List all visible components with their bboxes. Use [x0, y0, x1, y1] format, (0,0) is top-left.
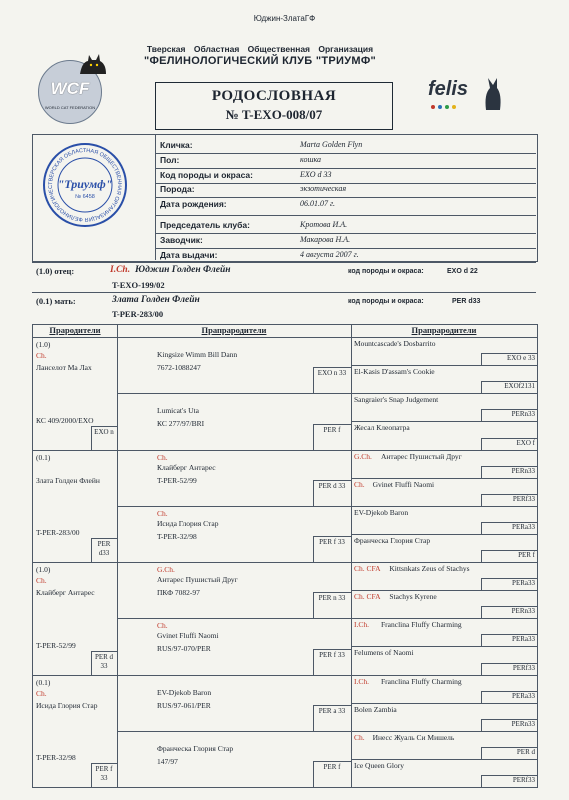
- seal-center-text: "Триумф": [57, 177, 113, 191]
- ancestor-name: Stachys Kyrene: [389, 592, 437, 602]
- code-box-left: [481, 409, 482, 421]
- grandparent-name: Клайберг Антарес: [36, 588, 95, 597]
- grid-half-divider: [117, 506, 537, 507]
- wcf-logo-subtext: WORLD CAT FEDERATION: [44, 105, 96, 110]
- felis-cat-icon: [482, 76, 504, 110]
- code-box-top: [313, 649, 351, 650]
- ancestor-name: Франческа Глория Стар: [157, 743, 234, 753]
- code-box-left: [481, 381, 482, 393]
- grid-half-divider: [117, 393, 537, 394]
- grid-header: Прапрародители: [201, 325, 267, 335]
- ancestor-title: G.Ch.: [354, 451, 372, 461]
- code-box-top: [313, 367, 351, 368]
- wcf-logo-text: WCF: [50, 79, 90, 98]
- grid-block-divider: [33, 450, 537, 451]
- mother-label: (0.1) мать:: [36, 296, 76, 306]
- ancestor-title: Ch.: [354, 732, 365, 742]
- grandparent-sex: (1.0): [36, 565, 51, 574]
- code-box-left: [481, 719, 482, 731]
- info-value: Marta Golden Flyn: [300, 140, 363, 149]
- ancestor-name: El-Kasis D'assam's Cookie: [354, 367, 435, 377]
- grandparent-reg: T-PER-52/99: [36, 640, 76, 650]
- code-box-top: [91, 651, 117, 652]
- ancestor-code: PER a 33: [318, 706, 346, 715]
- grid-half-divider: [117, 731, 537, 732]
- ancestor-code: PERf33: [512, 776, 535, 784]
- ancestor-reg: 7672-1088247: [157, 363, 201, 372]
- info-value: Кротова И.А.: [300, 220, 348, 229]
- ancestor-code: PERn33: [511, 466, 535, 475]
- grid-row-divider: [351, 590, 537, 591]
- code-box-top: [91, 538, 117, 539]
- pedigree-grid: [32, 324, 538, 788]
- ancestor-title: I.Ch.: [354, 676, 369, 686]
- code-box-top: [313, 592, 351, 593]
- mother-name: Злата Голден Флейн: [112, 295, 200, 305]
- ancestor-code: EXOf2131: [504, 382, 535, 391]
- ancestor-code: PER n 33: [318, 594, 346, 603]
- ancestor-code: PERf33: [512, 663, 535, 672]
- grandparent-title: Ch.: [36, 576, 47, 585]
- seal-sub-text: № 6458: [75, 194, 95, 200]
- ancestor-code: PERa33: [512, 522, 535, 531]
- felis-dots-icon: [430, 104, 470, 110]
- code-box-left: [481, 691, 482, 703]
- grandparent-code: PER d33: [97, 540, 111, 557]
- grandparent-code: EXO n: [94, 427, 114, 436]
- father-name: Юджин Голден Флейн: [135, 265, 231, 275]
- code-box-top: [91, 763, 117, 764]
- mother-code: PER d33: [452, 298, 481, 305]
- ancestor-code: PERf33: [512, 494, 535, 503]
- club-name: "ФЕЛИНОЛОГИЧЕСКИЙ КЛУБ "ТРИУМФ": [143, 55, 377, 67]
- ancestor-name: Mountcascade's Dosbarrito: [354, 339, 436, 348]
- ancestor-name: Kittsnkats Zeus of Stachys: [389, 564, 470, 573]
- club-seal-icon: [42, 142, 128, 228]
- grid-row-divider: [351, 703, 537, 704]
- code-box-top: [313, 424, 351, 425]
- ancestor-name: EV-Djekob Baron: [157, 687, 212, 697]
- grid-header: Прапрародители: [411, 325, 477, 335]
- ancestor-name: Felumens of Naomi: [354, 648, 414, 658]
- club-organization: Тверская Областная Общественная Организация: [146, 44, 374, 54]
- grandparent-reg: T-PER-32/98: [36, 753, 76, 762]
- info-value: 06.01.07 г.: [300, 199, 336, 209]
- ancestor-code: EXO e 33: [507, 354, 535, 363]
- ancestor-code: PERa33: [512, 635, 535, 644]
- code-box-left: [481, 353, 482, 365]
- info-row-divider: [155, 153, 536, 154]
- grandparent-sex: (1.0): [36, 340, 51, 349]
- code-box-left: [481, 606, 482, 618]
- ancestor-code: PERn33: [511, 719, 535, 728]
- info-label: Порода:: [160, 184, 195, 195]
- father-code: EXO d 22: [447, 268, 478, 275]
- ancestor-reg: T-PER-52/99: [157, 475, 197, 485]
- father-title: I.Ch.: [110, 265, 131, 275]
- ancestor-code: PER f: [518, 551, 535, 559]
- ancestor-name: Gvinet Fluffi Naomi: [372, 479, 435, 489]
- father-code-label: код породы и окраса:: [348, 268, 424, 275]
- grid-row-divider: [351, 646, 537, 647]
- info-label: Дата выдачи:: [160, 249, 218, 260]
- ancestor-name: Franclina Fluffy Charming: [381, 676, 462, 686]
- ancestor-code: PER d 33: [318, 481, 346, 490]
- father-reg: T-EXO-199/02: [112, 280, 165, 290]
- seal-ring-text: ТВЕРСКАЯ ОБЛАСТНАЯ ОБЩЕСТВЕННАЯ ОРГАНИЗАЦИЯ ФЕЛИНОЛОГИЧЕС: [47, 147, 123, 223]
- ancestor-reg: КС 277/97/BRI: [157, 419, 205, 429]
- grid-row-divider: [351, 365, 537, 366]
- ancestor-code: PER f 33: [319, 650, 345, 659]
- ancestor-name: Антарес Пушистый Друг: [381, 451, 462, 461]
- info-value: 4 августа 2007 г.: [300, 249, 359, 259]
- grandparent-sex: (0.1): [36, 452, 51, 462]
- info-label: Заводчик:: [160, 234, 203, 245]
- info-label: Председатель клуба:: [160, 220, 250, 230]
- mother-reg: T-PER-283/00: [112, 309, 164, 319]
- code-box-top: [313, 480, 351, 481]
- grid-row-divider: [351, 759, 537, 760]
- ancestor-reg: 147/97: [157, 756, 178, 766]
- ancestor-title: Ch.: [157, 452, 168, 462]
- ancestor-title: Ch. CFA: [354, 592, 381, 602]
- code-box-top: [91, 426, 117, 427]
- grid-row-divider: [351, 421, 537, 422]
- code-box-left: [481, 634, 482, 646]
- info-row-divider: [155, 215, 536, 216]
- ancestor-name: Gvinet Fluffi Naomi: [157, 631, 219, 641]
- ancestor-reg: RUS/97-070/PER: [157, 644, 211, 654]
- grandparent-sex: (0.1): [36, 677, 51, 687]
- ancestor-name: EV-Djekob Baron: [354, 507, 409, 517]
- father-label: (1.0) отец:: [36, 266, 75, 276]
- ancestor-title: Ch.: [157, 508, 168, 518]
- info-value: экзотическая: [300, 184, 347, 194]
- grid-block-divider: [33, 675, 537, 676]
- ancestor-title: I.Ch.: [354, 620, 369, 630]
- code-box-left: [481, 550, 482, 562]
- grandparent-reg: КС 409/2000/EXO: [36, 415, 94, 425]
- title-box: [155, 82, 393, 130]
- ancestor-name: Антарес Пушистый Друг: [157, 575, 238, 584]
- felis-logo: [420, 72, 508, 118]
- ancestor-name: Bolen Zambia: [354, 704, 397, 714]
- ancestor-title: Ch.: [157, 621, 168, 631]
- ancestor-reg: RUS/97-061/PER: [157, 700, 211, 710]
- code-box-top: [313, 705, 351, 706]
- grid-header-divider: [33, 337, 537, 338]
- ancestor-name: Kingsize Wimm Bill Dann: [157, 350, 238, 359]
- grandparent-code: PER d 33: [94, 652, 114, 670]
- ancestor-name: Ice Queen Glory: [354, 760, 404, 770]
- felis-logo-text: felis: [428, 78, 469, 100]
- ancestor-name: Инесс Жуаль Си Мишель: [372, 732, 455, 742]
- grandparent-name: Ланселот Ма Лах: [36, 363, 92, 372]
- ancestor-name: Клайберг Антарес: [157, 462, 216, 472]
- grandparent-title: Ch.: [36, 351, 47, 360]
- ancestor-code: EXO f: [516, 438, 535, 447]
- info-label: Пол:: [160, 154, 180, 165]
- grandparent-name: Злата Голден Флейн: [36, 475, 100, 485]
- info-value: EXO d 33: [300, 169, 332, 179]
- ancestor-code: PER f: [323, 763, 341, 771]
- code-box-left: [481, 522, 482, 534]
- code-box-left: [481, 494, 482, 506]
- info-label: Дата рождения:: [160, 199, 227, 210]
- grid-header: Прародители: [49, 325, 101, 335]
- cat-silhouette-icon: [78, 52, 108, 74]
- ancestor-code: PER f 33: [319, 538, 345, 546]
- ancestor-reg: ПКФ 7082-97: [157, 588, 200, 597]
- grid-column-divider: [351, 325, 352, 787]
- grid-row-divider: [351, 534, 537, 535]
- ancestor-name: Lumicat's Uta: [157, 406, 199, 416]
- document-title: РОДОСЛОВНАЯ: [211, 88, 337, 104]
- code-box-left: [481, 747, 482, 759]
- ancestor-code: PERn33: [511, 607, 535, 616]
- ancestor-name: Франческа Глория Стар: [354, 535, 431, 545]
- ancestor-title: G.Ch.: [157, 565, 175, 574]
- grandparent-reg: T-PER-283/00: [36, 528, 80, 537]
- ancestor-title: Ch.: [354, 479, 365, 489]
- code-box-top: [313, 536, 351, 537]
- grandparent-name: Исида Глория Стар: [36, 700, 98, 710]
- ancestor-reg: T-PER-32/98: [157, 531, 197, 541]
- info-label: Код породы и окраса:: [160, 169, 253, 180]
- ancestor-code: EXO n 33: [317, 369, 347, 378]
- divider: [32, 292, 536, 293]
- code-box-left: [481, 663, 482, 675]
- code-box-top: [313, 761, 351, 762]
- ancestor-code: PER d: [516, 747, 535, 756]
- ancestor-name: Franclina Fluffy Charming: [381, 620, 462, 630]
- grid-row-divider: [351, 478, 537, 479]
- ancestor-title: Ch. CFA: [354, 564, 381, 573]
- info-value: Макарова Н.А.: [300, 234, 351, 244]
- code-box-left: [481, 466, 482, 478]
- ancestor-code: PERa33: [512, 691, 535, 700]
- ancestor-name: Sangraier's Snap Judgement: [354, 395, 439, 405]
- code-box-left: [481, 438, 482, 450]
- mother-code-label: код породы и окраса:: [348, 298, 424, 305]
- ancestor-code: PERn33: [511, 410, 535, 419]
- grandparent-code: PER f 33: [95, 765, 113, 782]
- grandparent-title: Ch.: [36, 688, 47, 698]
- grid-half-divider: [117, 618, 537, 619]
- code-box-left: [481, 578, 482, 590]
- grid-column-divider: [117, 325, 118, 787]
- code-box-left: [481, 775, 482, 787]
- info-label: Кличка:: [160, 140, 193, 150]
- top-mark: Юджин-ЗлатаГФ: [253, 14, 316, 23]
- ancestor-code: PER f: [323, 425, 341, 434]
- divider: [32, 262, 536, 263]
- document-number: № T-EXO-008/07: [225, 107, 323, 122]
- ancestor-name: Исида Глория Стар: [157, 518, 219, 528]
- ancestor-code: PERa33: [512, 579, 535, 588]
- info-value: кошка: [300, 154, 322, 164]
- grid-block-divider: [33, 562, 537, 563]
- ancestor-name: Жесал Клеопатра: [354, 423, 410, 433]
